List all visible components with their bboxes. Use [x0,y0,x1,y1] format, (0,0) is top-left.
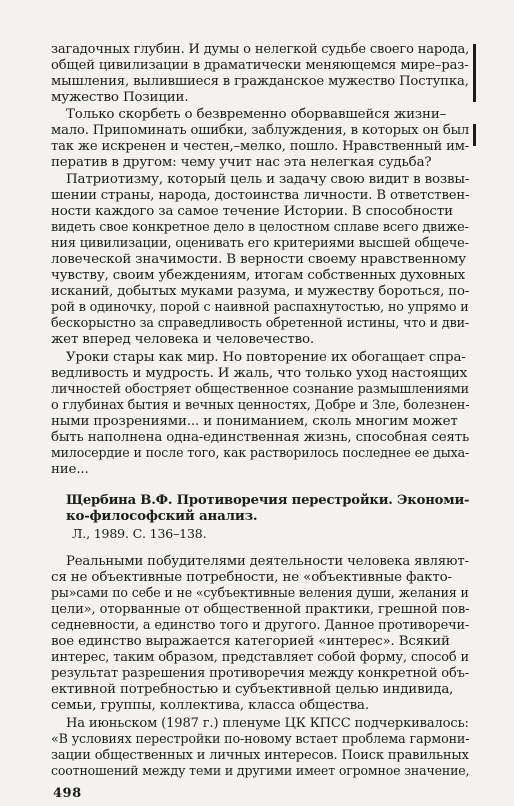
text-line: седневности, а единство того и другого. Данное противоречи- [51,618,470,633]
text-line: ператив в другом: чему учит нас эта нелегкая судьба? [51,155,432,170]
text-line: вое единство выражается категорией «интерес». Всякий [51,634,450,649]
heading-line: ко-философский анализ. [66,508,258,524]
page-edge-mark [473,124,476,146]
text-line: ния цивилизации, оценивать его критериями высшей общече- [51,236,469,251]
text-line: ловеческой значимости. В верности своему нравственному [51,252,467,267]
text-line: бескорыстно за справедливость обретенной истины, что и дви- [51,316,470,331]
page-edge-mark [473,44,476,102]
text-line: так же искренен и честен,–мелко, пошло. Нравственный им- [51,139,470,154]
text-line: результат разрешения противоречия между конкретной объ- [51,666,470,681]
text-line: зации общественных и личных интересов. Поиск правильных [51,748,469,763]
text-line: исканий, добытых муками разума, и мужеству бороться, по- [51,284,470,299]
text-line: видеть свое конкретное дело в целостном сплаве всего движе- [51,220,469,235]
text-line: мышления, вылившиеся в гражданское мужество Поступка, [51,74,469,89]
text-line: соотношений между теми и другими имеет огромное значение, [51,764,470,779]
text-line: загадочных глубин. И думы о нелегкой судьбе своего народа, [51,42,470,57]
text-line: рой в одиночку, порой с наивной распахнутостью, но упрямо и [51,300,469,315]
text-line: мужество Позиции. [51,90,189,105]
text-line: Уроки стары как мир. Но повторение их обогащает спра- [66,350,466,365]
text-line: милосердие и после того, как растворилось последнее ее дыха- [51,446,470,461]
text-line: ведливость и мудрость. И жаль, что только уход настоящих [51,366,468,381]
text-line: ными прозрениями... и пониманием, сколь многим может [51,414,458,429]
text-line: о глубинах бытия и вечных ценностях, Добре и Зле, болезнен- [51,398,470,413]
text-line: мало. Припоминать ошибки, заблуждения, в которых он был [51,123,470,138]
text-line: Патриотизму, который цель и задачу свою видит в возвы- [66,172,470,187]
text-line: ективной потребностью и субъективной целью индивида, [51,682,454,697]
text-line: быть наполнена одна-единственная жизнь, способная сеять [51,430,470,445]
text-line: ние... [51,462,89,477]
text-line: чувству, своим убеждениям, итогам собственных духовных [51,268,466,283]
text-line: ры»сами по себе и не «субъективные веления души, желания и [51,586,469,601]
text-line: ности каждого за самое течение Истории. В способности [51,204,453,219]
text-line: цели», оторванные от общественной практики, грешной пов- [51,602,470,617]
text-line: Только скорбеть о безвременно оборвавшейся жизни– [66,107,447,122]
text-line: личностей обостряет общественное сознание размышлениями [51,382,469,397]
bibliographic-reference: Л., 1989. С. 136–138. [72,526,207,541]
text-line: Реальными побудителями деятельности человека являют- [66,554,469,569]
text-line: «В условиях перестройки по-новому встает проблема гармони- [51,732,470,747]
text-line: жет вперед человека и человечество. [51,332,314,347]
text-line: семьи, группы, коллектива, класса общества. [51,698,369,713]
heading-line: Щербина В.Ф. Противоречия перестройки. Экономи- [66,492,470,508]
text-line: общей цивилизации в драматически меняющемся мире–раз- [51,58,469,73]
text-line: интерес, таким образом, представляет собой форму, способ и [51,650,470,665]
text-line: ся не объективные потребности, не «объективные факто- [51,570,452,585]
text-line: шении страны, народа, достоинства личности. В ответствен- [51,188,470,203]
page-number: 498 [53,786,82,801]
text-line: На июньском (1987 г.) пленуме ЦК КПСС подчеркивалось: [66,716,469,731]
